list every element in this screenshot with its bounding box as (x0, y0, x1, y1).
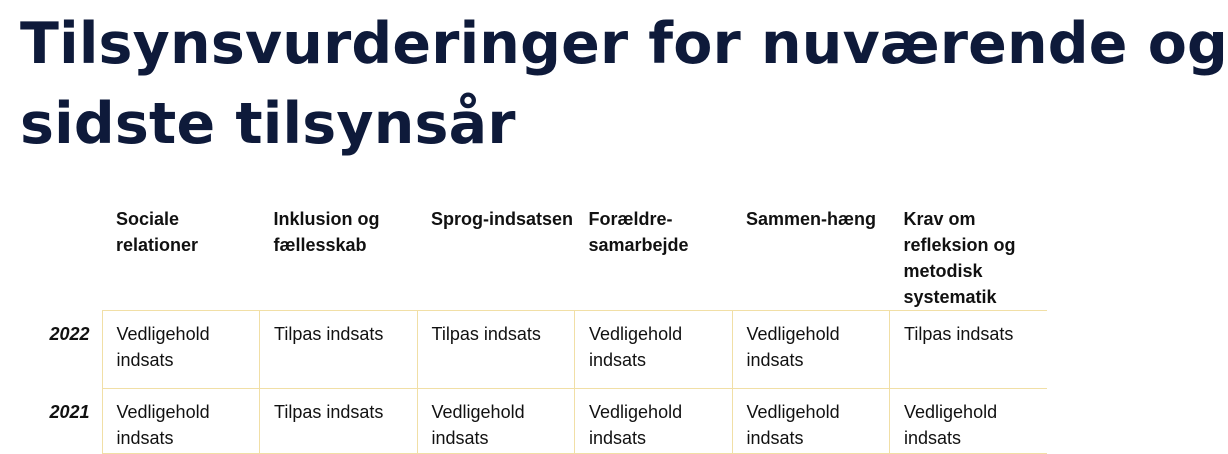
column-header: Inklusion og fællesskab (273, 209, 380, 255)
table-cell: Tilpas indsats (260, 389, 418, 454)
table-cell: Vedligehold indsats (417, 389, 575, 454)
table-cell: Tilpas indsats (260, 311, 418, 389)
page-title-line-2: sidste tilsynsår (20, 91, 516, 157)
table-cell: Vedligehold indsats (732, 311, 890, 389)
column-header: Sammen-hæng (746, 209, 877, 229)
table-cell: Vedligehold indsats (575, 311, 733, 389)
column-header: Sociale relationer (116, 209, 199, 255)
assessment-table (33, 200, 1047, 454)
header-row (33, 200, 1047, 311)
table-cell: Vedligehold indsats (102, 311, 260, 389)
table-cell: Vedligehold indsats (102, 389, 260, 454)
page-title (20, 4, 1228, 164)
table-cell: Vedligehold indsats (575, 389, 733, 454)
table-cell: Tilpas indsats (890, 311, 1048, 389)
table-row (33, 389, 1047, 454)
column-header: Sprog-indsatsen (431, 209, 574, 229)
row-year-label: 2022 (49, 323, 90, 344)
table-cell: Tilpas indsats (417, 311, 575, 389)
column-header: Krav om refleksion og metodisk systematik (903, 209, 1016, 307)
column-header: Forældre-samarbejde (588, 209, 689, 255)
row-year-label: 2021 (49, 401, 90, 422)
header-corner (33, 200, 102, 311)
table-cell: Vedligehold indsats (732, 389, 890, 454)
table-cell: Vedligehold indsats (890, 389, 1048, 454)
table-row (33, 311, 1047, 389)
page-title-line-1: Tilsynsvurderinger for nuværende og (20, 11, 1228, 77)
